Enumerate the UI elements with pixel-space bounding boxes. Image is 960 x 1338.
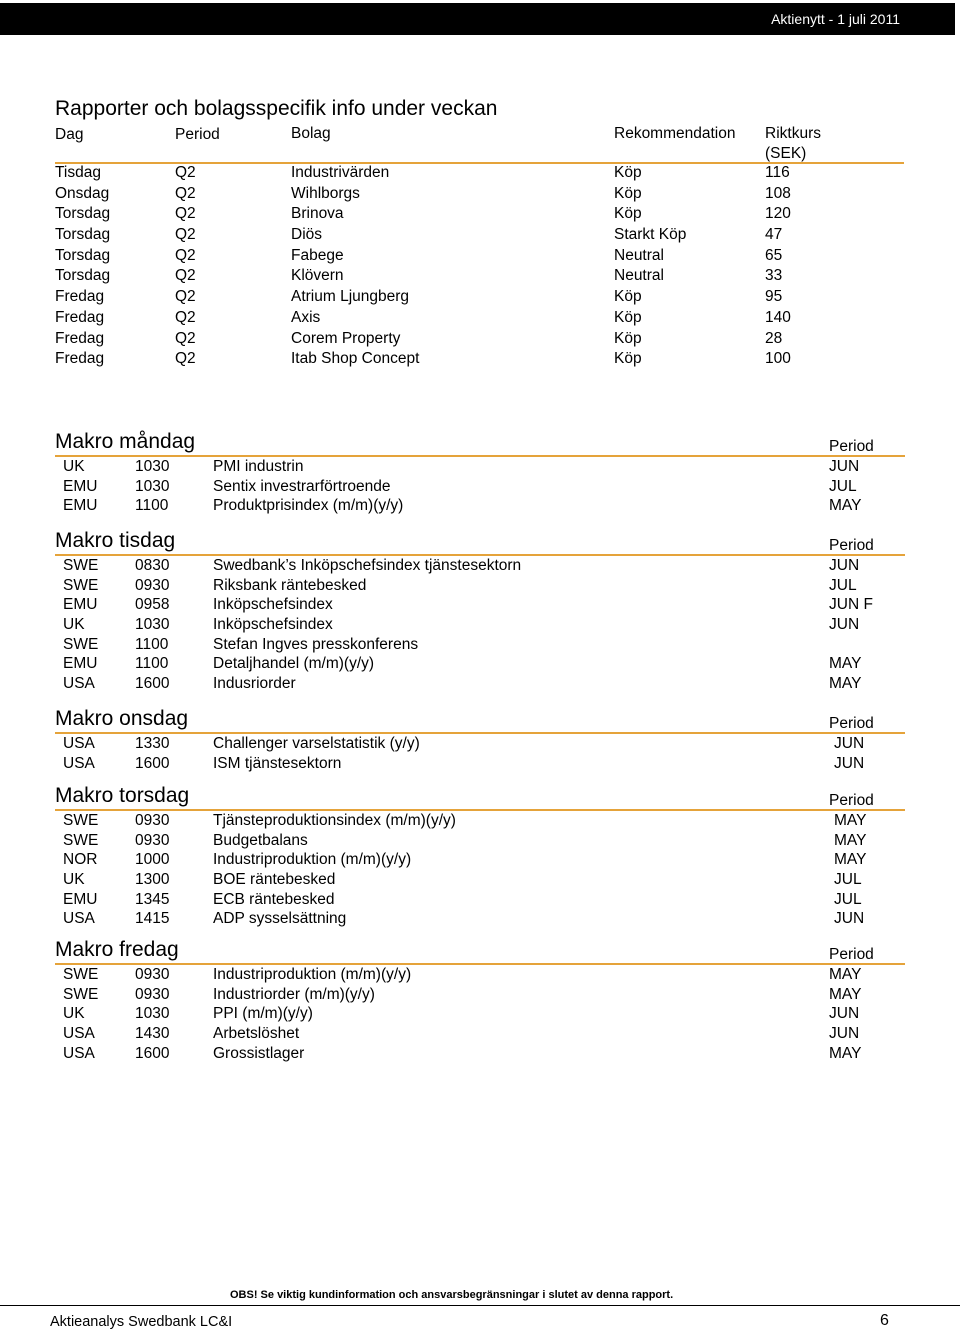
cell-rekommendation: Neutral	[614, 267, 664, 285]
cell-region: SWE	[63, 576, 99, 594]
cell-region: NOR	[63, 851, 98, 869]
cell-region: UK	[63, 458, 85, 475]
cell-rekommendation: Köp	[614, 288, 642, 306]
cell-region: EMU	[63, 655, 98, 673]
cell-time: 0930	[135, 812, 170, 829]
header-title: Aktienytt - 1 juli 2011	[771, 11, 900, 27]
cell-dag: Onsdag	[55, 184, 110, 202]
cell-time: 0830	[135, 557, 170, 574]
cell-riktkurs: 116	[765, 164, 790, 181]
cell-period: MAY	[829, 966, 862, 983]
cell-riktkurs: 95	[765, 288, 783, 306]
cell-time: 0930	[135, 966, 170, 983]
cell-time: 0930	[135, 576, 170, 594]
cell-rekommendation: Köp	[614, 308, 642, 326]
table-row	[55, 247, 815, 268]
footer-department: Aktieanalys Swedbank LC&I	[50, 1314, 233, 1330]
cell-region: USA	[63, 675, 95, 693]
cell-time: 1030	[135, 458, 170, 475]
table-row	[63, 986, 903, 1006]
table-row	[55, 226, 815, 247]
macro-section-title: Makro onsdag	[55, 707, 189, 730]
macro-rule	[55, 455, 905, 457]
cell-region: SWE	[63, 985, 99, 1003]
cell-region: USA	[63, 1044, 95, 1062]
reports-title: Rapporter och bolagsspecifik info under veckan	[55, 97, 498, 120]
cell-period: JUL	[829, 576, 857, 594]
reports-table	[55, 164, 815, 371]
table-row	[63, 478, 903, 498]
macro-table	[63, 812, 903, 930]
cell-region: EMU	[63, 596, 98, 614]
macro-period-header: Period	[829, 438, 874, 455]
macro-rule	[55, 963, 905, 965]
cell-period: JUN	[829, 1025, 860, 1043]
cell-time: 1100	[135, 655, 169, 673]
footer-disclaimer: OBS! Se viktig kundinformation och ansvarsbegränsningar i slutet av denna rapport.	[230, 1289, 674, 1301]
col-dag: Dag	[55, 126, 84, 143]
col-period: Period	[175, 126, 220, 143]
table-row	[63, 458, 903, 478]
cell-region: SWE	[63, 831, 99, 849]
header-bar	[0, 3, 955, 35]
cell-event: Budgetbalans	[213, 831, 308, 849]
cell-rekommendation: Neutral	[614, 246, 664, 264]
cell-event: ADP sysselsättning	[213, 910, 347, 928]
cell-riktkurs: 120	[765, 205, 791, 223]
cell-region: EMU	[63, 890, 98, 908]
cell-region: EMU	[63, 497, 98, 515]
cell-event: BOE räntebesked	[213, 871, 336, 889]
macro-period-header: Period	[829, 792, 874, 809]
cell-region: UK	[63, 1005, 85, 1023]
cell-period: JUL	[834, 871, 862, 889]
table-row	[63, 871, 903, 891]
cell-time: 0930	[135, 831, 170, 849]
cell-period: Q2	[175, 184, 196, 202]
table-row	[55, 267, 815, 288]
table-row	[55, 330, 815, 351]
cell-event: Industriorder (m/m)(y/y)	[213, 985, 375, 1003]
cell-rekommendation: Köp	[614, 350, 642, 368]
table-row	[63, 832, 903, 852]
table-row	[63, 636, 903, 656]
cell-region: USA	[63, 754, 95, 772]
cell-rekommendation: Köp	[614, 184, 642, 202]
col-riktkurs: Riktkurs	[765, 125, 821, 142]
cell-bolag: Brinova	[291, 205, 344, 223]
cell-period: JUL	[829, 477, 857, 495]
table-row	[63, 675, 903, 695]
cell-period: MAY	[829, 985, 862, 1003]
cell-event: Stefan Ingves presskonferens	[213, 635, 419, 653]
macro-rule	[55, 554, 905, 556]
cell-riktkurs: 65	[765, 246, 783, 264]
macro-rule	[55, 809, 905, 811]
cell-period: JUN	[829, 458, 860, 475]
cell-region: USA	[63, 1025, 95, 1043]
cell-period: JUN	[829, 616, 860, 634]
table-row	[63, 596, 903, 616]
cell-period: Q2	[175, 329, 196, 347]
cell-bolag: Wihlborgs	[291, 184, 360, 202]
cell-time: 1600	[135, 675, 170, 693]
table-row	[63, 616, 903, 636]
cell-event: Grossistlager	[213, 1044, 305, 1062]
macro-section-title: Makro torsdag	[55, 784, 190, 807]
cell-region: USA	[63, 910, 95, 928]
cell-region: UK	[63, 616, 85, 634]
cell-period: JUN	[834, 754, 865, 772]
cell-period: MAY	[829, 655, 862, 673]
cell-event: PMI industrin	[213, 458, 304, 475]
cell-event: Inköpschefsindex	[213, 616, 333, 634]
table-row	[63, 1045, 903, 1065]
macro-table	[63, 458, 903, 517]
cell-period: Q2	[175, 308, 196, 326]
cell-bolag: Industrivärden	[291, 164, 390, 181]
table-row	[55, 205, 815, 226]
cell-rekommendation: Köp	[614, 329, 642, 347]
cell-event: Inköpschefsindex	[213, 596, 333, 614]
cell-dag: Torsdag	[55, 226, 111, 244]
macro-period-header: Period	[829, 715, 874, 732]
cell-bolag: Diös	[291, 226, 323, 244]
cell-period: MAY	[829, 497, 862, 515]
cell-period: Q2	[175, 288, 196, 306]
cell-event: Challenger varselstatistik (y/y)	[213, 735, 420, 752]
cell-event: Indusriorder	[213, 675, 296, 693]
cell-dag: Torsdag	[55, 205, 111, 223]
cell-region: SWE	[63, 966, 99, 983]
cell-region: SWE	[63, 812, 99, 829]
macro-section-title: Makro fredag	[55, 938, 179, 961]
cell-time: 1100	[135, 497, 169, 515]
cell-period: JUL	[834, 890, 862, 908]
cell-time: 1430	[135, 1025, 170, 1043]
table-row	[63, 557, 903, 577]
cell-region: USA	[63, 735, 95, 752]
cell-riktkurs: 28	[765, 329, 783, 347]
cell-rekommendation: Köp	[614, 164, 642, 181]
macro-rule	[55, 732, 905, 734]
cell-event: Arbetslöshet	[213, 1025, 300, 1043]
cell-event: Swedbank’s Inköpschefsindex tjänstesektorn	[213, 557, 522, 574]
cell-riktkurs: 100	[765, 350, 791, 368]
cell-dag: Fredag	[55, 329, 105, 347]
cell-time: 1345	[135, 890, 170, 908]
cell-dag: Fredag	[55, 350, 105, 368]
cell-period: MAY	[834, 851, 867, 869]
table-row	[63, 1005, 903, 1025]
cell-period: MAY	[829, 1044, 862, 1062]
cell-period: Q2	[175, 164, 196, 181]
table-row	[63, 1025, 903, 1045]
table-row	[63, 910, 903, 930]
cell-time: 0958	[135, 596, 170, 614]
cell-region: SWE	[63, 557, 99, 574]
cell-event: Produktprisindex (m/m)(y/y)	[213, 497, 404, 515]
cell-rekommendation: Köp	[614, 205, 642, 223]
cell-region: SWE	[63, 635, 99, 653]
cell-bolag: Itab Shop Concept	[291, 350, 420, 368]
cell-period: MAY	[834, 812, 867, 829]
cell-region: EMU	[63, 477, 98, 495]
cell-period: JUN	[829, 557, 860, 574]
cell-event: Sentix investrarförtroende	[213, 477, 391, 495]
table-row	[55, 309, 815, 330]
cell-period: Q2	[175, 267, 196, 285]
cell-event: Riksbank räntebesked	[213, 576, 367, 594]
macro-section-title: Makro måndag	[55, 430, 196, 453]
table-row	[55, 288, 815, 309]
macro-period-header: Period	[829, 537, 874, 554]
table-row	[63, 966, 903, 986]
cell-time: 1030	[135, 1005, 170, 1023]
cell-event: Industriproduktion (m/m)(y/y)	[213, 851, 412, 869]
cell-event: Industriproduktion (m/m)(y/y)	[213, 966, 412, 983]
cell-time: 1100	[135, 635, 169, 653]
table-row	[63, 812, 903, 832]
cell-period: MAY	[834, 831, 867, 849]
cell-event: PPI (m/m)(y/y)	[213, 1005, 313, 1023]
cell-period: Q2	[175, 205, 196, 223]
table-row	[55, 350, 815, 371]
cell-time: 1600	[135, 754, 170, 772]
cell-event: ISM tjänstesektorn	[213, 754, 342, 772]
cell-dag: Fredag	[55, 308, 105, 326]
cell-time: 1330	[135, 735, 170, 752]
cell-riktkurs: 108	[765, 184, 791, 202]
cell-event: ECB räntebesked	[213, 890, 335, 908]
cell-rekommendation: Starkt Köp	[614, 226, 687, 244]
macro-table	[63, 557, 903, 695]
cell-bolag: Klövern	[291, 267, 344, 285]
macro-period-header: Period	[829, 946, 874, 963]
macro-section-title: Makro tisdag	[55, 529, 176, 552]
table-row	[63, 735, 903, 755]
cell-dag: Torsdag	[55, 267, 111, 285]
cell-period: JUN	[834, 735, 865, 752]
macro-table	[63, 966, 903, 1064]
table-row	[63, 577, 903, 597]
cell-riktkurs: 140	[765, 308, 791, 326]
table-row	[55, 164, 815, 185]
cell-event: Detaljhandel (m/m)(y/y)	[213, 655, 375, 673]
cell-region: UK	[63, 871, 85, 889]
table-row	[63, 851, 903, 871]
cell-period: JUN	[829, 1005, 860, 1023]
cell-riktkurs: 33	[765, 267, 783, 285]
cell-time: 0930	[135, 985, 170, 1003]
cell-period: JUN	[834, 910, 865, 928]
table-row	[63, 891, 903, 911]
footer-divider	[0, 1305, 960, 1306]
cell-time: 1600	[135, 1044, 170, 1062]
cell-bolag: Atrium Ljungberg	[291, 288, 410, 306]
cell-time: 1415	[135, 910, 170, 928]
cell-time: 1000	[135, 851, 170, 869]
table-row	[63, 655, 903, 675]
cell-dag: Fredag	[55, 288, 105, 306]
cell-dag: Torsdag	[55, 246, 111, 264]
col-rekommendation: Rekommendation	[614, 125, 736, 142]
table-row	[63, 497, 903, 517]
cell-bolag: Axis	[291, 308, 321, 326]
cell-riktkurs: 47	[765, 226, 783, 244]
cell-time: 1030	[135, 616, 170, 634]
cell-dag: Tisdag	[55, 164, 101, 181]
col-bolag: Bolag	[291, 125, 331, 142]
cell-period: MAY	[829, 675, 862, 693]
macro-table	[63, 735, 903, 774]
table-row	[63, 755, 903, 775]
cell-time: 1300	[135, 871, 170, 889]
cell-time: 1030	[135, 477, 170, 495]
cell-period: Q2	[175, 246, 196, 264]
cell-bolag: Fabege	[291, 246, 344, 264]
cell-period: Q2	[175, 226, 196, 244]
cell-bolag: Corem Property	[291, 329, 401, 347]
col-riktkurs-unit: (SEK)	[765, 145, 807, 162]
page-number: 6	[880, 1312, 889, 1329]
cell-period: Q2	[175, 350, 196, 368]
cell-period: JUN F	[829, 596, 873, 614]
table-row	[55, 185, 815, 206]
cell-event: Tjänsteproduktionsindex (m/m)(y/y)	[213, 812, 456, 829]
